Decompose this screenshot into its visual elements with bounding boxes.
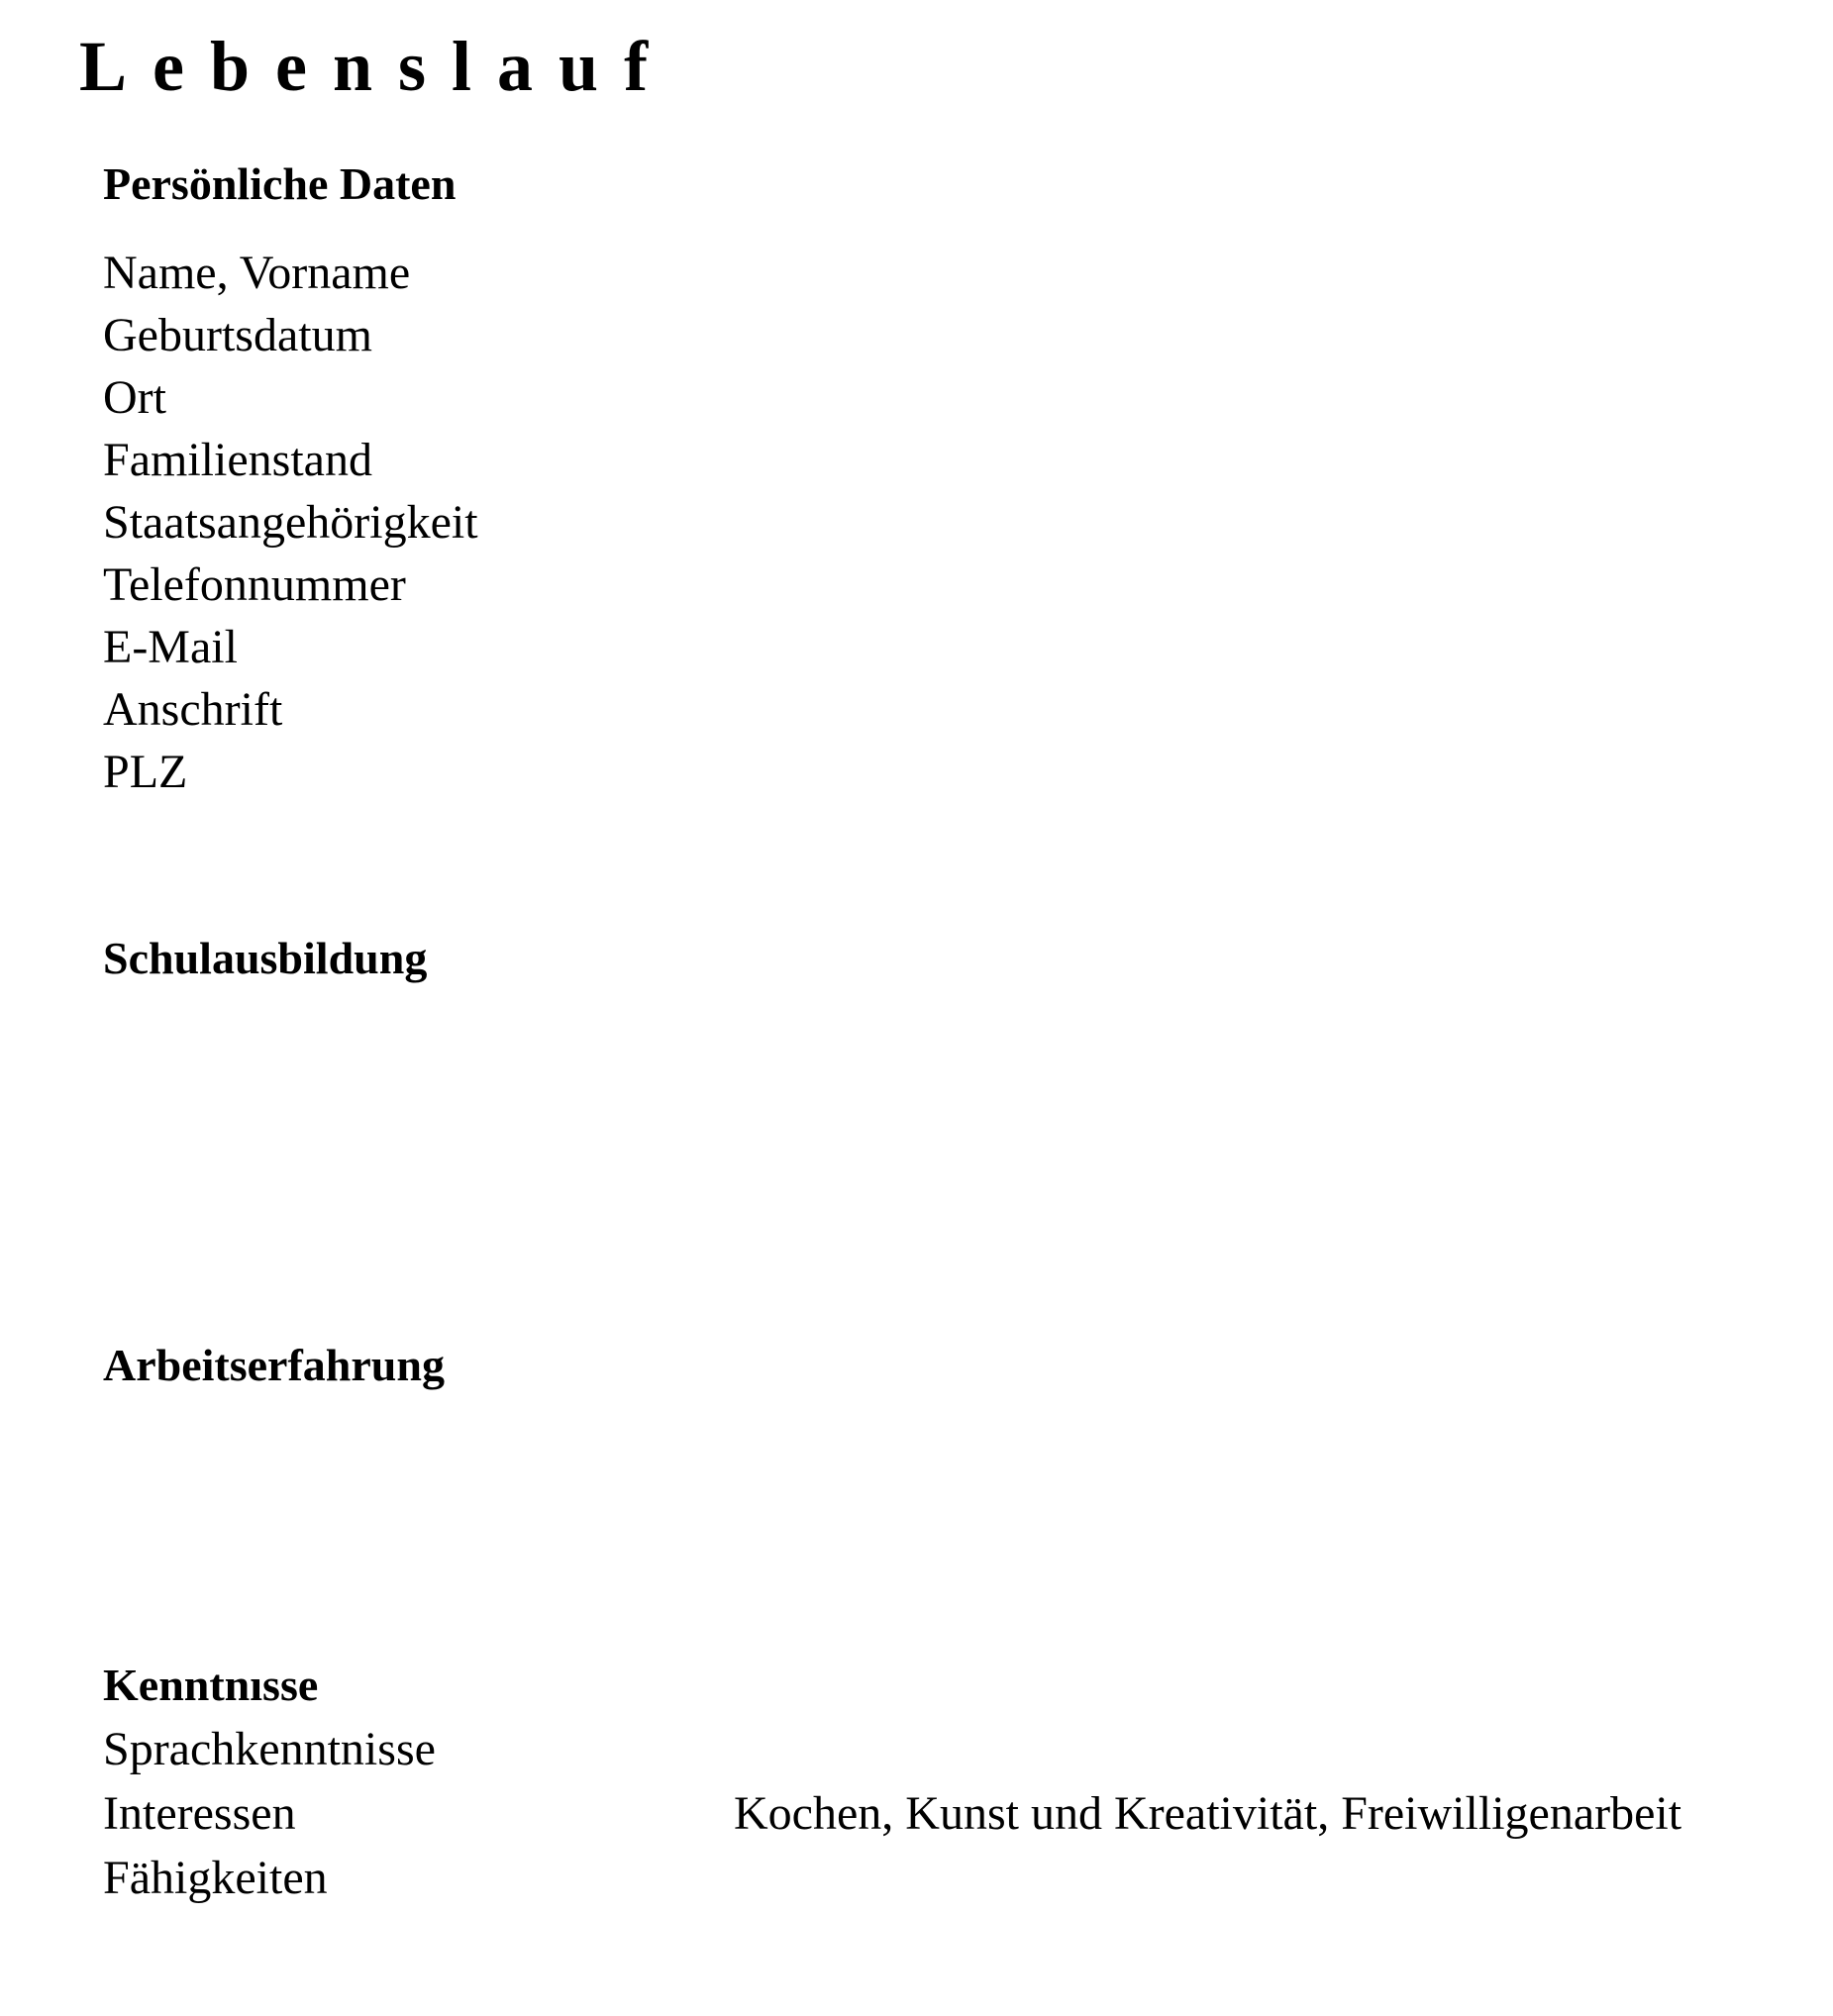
skill-value-interests: Kochen, Kunst und Kreativität, Freiwilligenarbeit: [734, 1787, 1682, 1840]
field-marital-status: Familienstand: [103, 434, 372, 486]
skill-label-languages: Sprachkenntnisse: [103, 1723, 436, 1775]
skill-label-abilities: Fähigkeiten: [103, 1852, 328, 1904]
skill-row-languages: [103, 1717, 1786, 1781]
personal-data-heading: Persönliche Daten: [103, 158, 457, 209]
personal-data-list: [103, 242, 478, 803]
field-address: Anschrift: [103, 683, 283, 736]
skill-row-abilities: [103, 1846, 1786, 1910]
work-experience-heading: Arbeitserfahrung: [103, 1340, 445, 1390]
field-phone: Telefonnummer: [103, 558, 406, 611]
skills-list: [103, 1717, 1786, 1910]
page-title: Lebenslauf: [79, 27, 674, 106]
field-birthdate: Geburtsdatum: [103, 309, 372, 361]
field-place: Ort: [103, 371, 166, 424]
skill-row-interests: [103, 1781, 1786, 1846]
skills-heading: Kenntnısse: [103, 1660, 319, 1710]
school-education-heading: Schulausbildung: [103, 933, 428, 983]
field-postcode: PLZ: [103, 746, 188, 798]
field-name: Name, Vorname: [103, 247, 411, 299]
field-nationality: Staatsangehörigkeit: [103, 496, 478, 549]
skill-label-interests: Interessen: [103, 1787, 296, 1840]
field-email: E-Mail: [103, 621, 238, 673]
